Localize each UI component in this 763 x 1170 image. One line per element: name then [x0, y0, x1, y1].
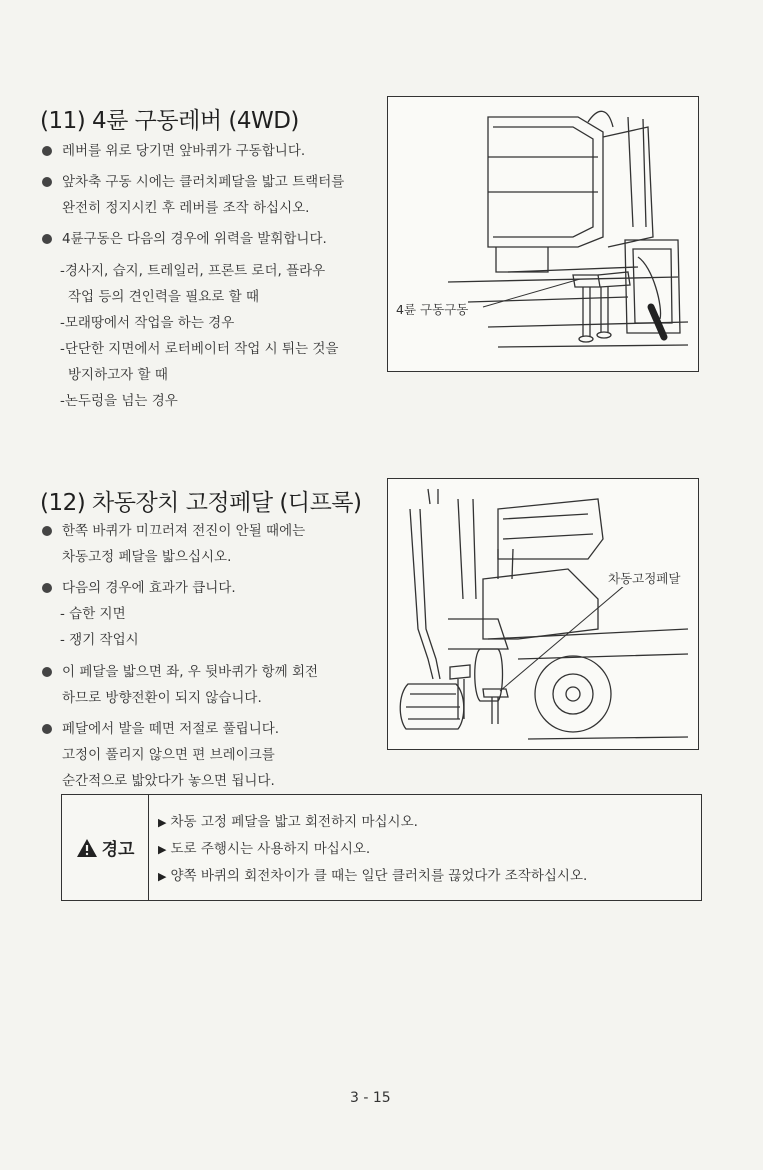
- bullet-line: 페달에서 발을 떼면 저절로 풀립니다.: [62, 721, 280, 737]
- list-item: [40, 627, 380, 653]
- bullet-item: [40, 169, 380, 221]
- warning-header: [62, 795, 149, 900]
- section-11-body: [40, 138, 380, 414]
- item-line: -단단한 지면에서 로터베이터 작업 시 튀는 것을: [60, 341, 339, 357]
- warning-item: [158, 809, 587, 836]
- bullet-line: 완전히 정지시킨 후 레버를 조작 하십시오.: [62, 200, 310, 216]
- bullet-dot-icon: [42, 234, 52, 244]
- bullet-dot-icon: [42, 526, 52, 536]
- bullet-dot-icon: [42, 583, 52, 593]
- bullet-line: 한쪽 바퀴가 미끄러져 전진이 안될 때에는: [62, 523, 306, 539]
- warning-triangle-icon: [76, 838, 98, 858]
- bullet-line: 이 페달을 밟으면 좌, 우 뒷바퀴가 항께 회전: [62, 664, 319, 680]
- bullet-line: 앞차축 구동 시에는 클러치페달을 밟고 트랙터를: [62, 174, 345, 190]
- section-11-title: (11) 4륜 구동레버 (4WD): [40, 108, 299, 134]
- bullet-item: [40, 138, 380, 164]
- figure-diff-lock-pedal: [387, 478, 699, 750]
- triangle-right-icon: ▶: [158, 816, 167, 829]
- bullet-line: 4륜구동은 다음의 경우에 위력을 발휘합니다.: [62, 231, 327, 247]
- bullet-line: 레버를 위로 당기면 앞바퀴가 구동합니다.: [62, 143, 306, 159]
- warning-item: [158, 836, 587, 863]
- item-line: 작업 등의 견인력을 필요로 할 때: [68, 289, 259, 305]
- item-line: 방지하고자 할 때: [68, 367, 168, 383]
- bullet-line: 순간적으로 밟았다가 놓으면 됩니다.: [62, 773, 275, 789]
- triangle-right-icon: ▶: [158, 870, 167, 883]
- list-item: [40, 388, 380, 414]
- bullet-item: [40, 226, 380, 252]
- item-line: - 습한 지면: [60, 606, 126, 622]
- item-line: -경사지, 습지, 트레일러, 프론트 로더, 플라우: [60, 263, 326, 279]
- warning-list: [158, 809, 587, 890]
- item-line: -논두렁을 넘는 경우: [60, 393, 178, 409]
- bullet-item: [40, 518, 380, 570]
- bullet-dot-icon: [42, 146, 52, 156]
- condition-list: [40, 601, 380, 653]
- bullet-dot-icon: [42, 724, 52, 734]
- warning-text: 양쪽 바퀴의 회전차이가 클 때는 일단 클러치를 끊었다가 조작하십시오.: [170, 868, 588, 884]
- warning-label: 경고: [101, 840, 135, 860]
- bullet-line: 차동고정 페달을 밟으십시오.: [62, 549, 232, 565]
- condition-list: [40, 258, 380, 414]
- item-line: - 쟁기 작업시: [60, 632, 139, 648]
- warning-text: 도로 주행시는 사용하지 마십시오.: [170, 841, 371, 857]
- list-item: [40, 258, 380, 310]
- triangle-right-icon: ▶: [158, 843, 167, 856]
- figure-callout-4wd: 4륜 구동구동: [396, 302, 469, 317]
- list-item: [40, 310, 380, 336]
- item-line: -모래땅에서 작업을 하는 경우: [60, 315, 235, 331]
- bullet-item: [40, 716, 380, 794]
- bullet-line: 다음의 경우에 효과가 큽니다.: [62, 580, 236, 596]
- warning-box: [61, 794, 702, 901]
- bullet-line: 고정이 풀리지 않으면 편 브레이크를: [62, 747, 275, 763]
- 4wd-lever-illustration: [388, 97, 698, 371]
- figure-4wd-lever: [387, 96, 699, 372]
- warning-text: 차동 고정 페달을 밟고 회전하지 마십시오.: [170, 814, 418, 830]
- figure-callout-diff-lock: 차동고정페달: [608, 571, 681, 586]
- section-12-body: [40, 518, 380, 794]
- warning-item: [158, 863, 587, 890]
- bullet-item: [40, 575, 380, 601]
- page-number: 3 - 15: [350, 1090, 391, 1106]
- diff-lock-pedal-illustration: [388, 479, 698, 749]
- section-12-title: (12) 차동장치 고정페달 (디프록): [40, 490, 362, 516]
- list-item: [40, 336, 380, 388]
- bullet-dot-icon: [42, 667, 52, 677]
- bullet-item: [40, 659, 380, 711]
- bullet-dot-icon: [42, 177, 52, 187]
- bullet-line: 하므로 방향전환이 되지 않습니다.: [62, 690, 262, 706]
- list-item: [40, 601, 380, 627]
